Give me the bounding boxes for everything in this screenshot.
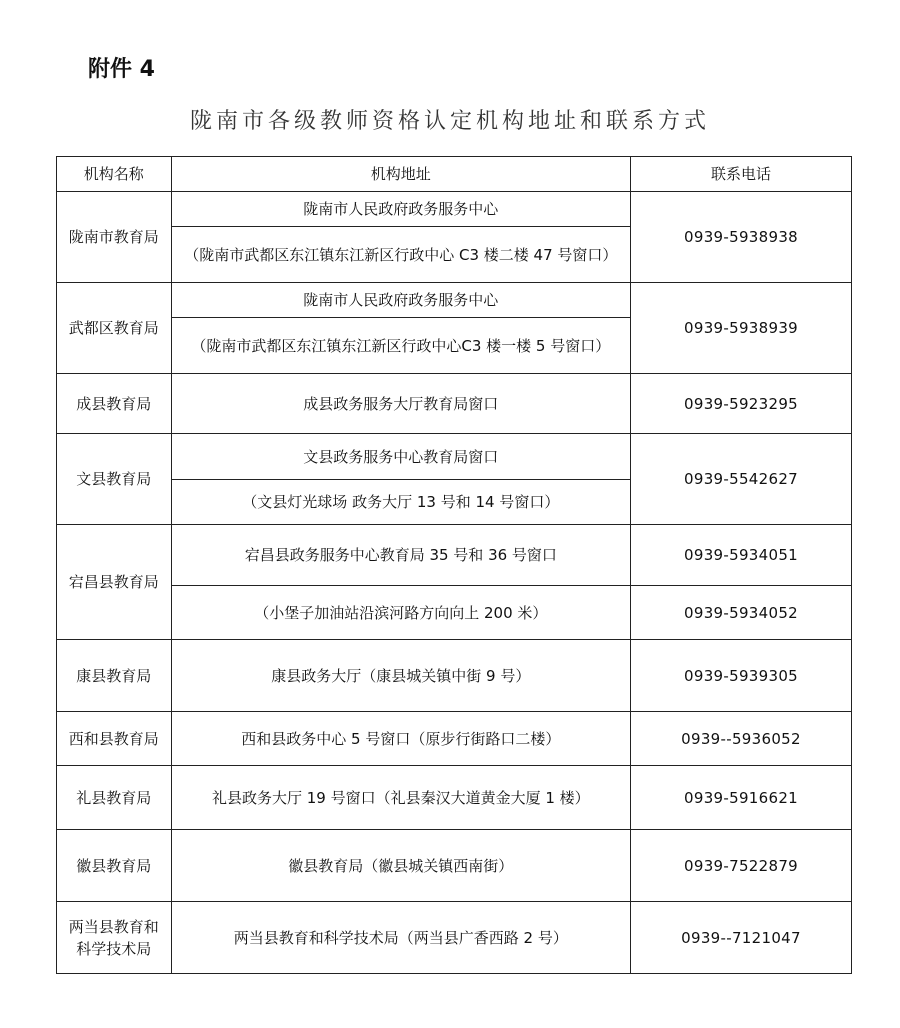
document-title: 陇南市各级教师资格认定机构地址和联系方式 [189, 109, 710, 134]
institution-phone: 0939-5938939 [631, 283, 852, 374]
table-row [57, 766, 852, 830]
institution-address: 徽县教育局（徽县城关镇西南街） [171, 830, 630, 902]
institution-phone: 0939--5936052 [631, 712, 852, 766]
institution-phone: 0939-5934052 [631, 586, 852, 640]
institution-name: 西和县教育局 [57, 712, 172, 766]
table-row [57, 640, 852, 712]
table-row [57, 374, 852, 434]
institution-name: 宕昌县教育局 [57, 525, 172, 640]
table-row [57, 712, 852, 766]
institution-address: 陇南市人民政府政务服务中心 [171, 283, 630, 318]
institution-phone: 0939-7522879 [631, 830, 852, 902]
table-row [57, 902, 852, 974]
institution-phone: 0939-5939305 [631, 640, 852, 712]
institution-address: 成县政务服务大厅教育局窗口 [171, 374, 630, 434]
institution-name: 武都区教育局 [57, 283, 172, 374]
institution-phone: 0939-5938938 [631, 192, 852, 283]
institution-name: 康县教育局 [57, 640, 172, 712]
institution-address: 两当县教育和科学技术局（两当县广香西路 2 号） [171, 902, 630, 974]
institution-address: 康县政务大厅（康县城关镇中街 9 号） [171, 640, 630, 712]
institution-phone: 0939-5542627 [631, 434, 852, 525]
institution-address: 西和县政务中心 5 号窗口（原步行街路口二楼） [171, 712, 630, 766]
header-address: 机构地址 [171, 157, 630, 192]
institution-address-detail: （陇南市武都区东江镇东江新区行政中心C3 楼一楼 5 号窗口） [171, 318, 630, 374]
header-phone: 联系电话 [631, 157, 852, 192]
attachment-label: 附件 4 [88, 57, 155, 82]
institution-address: 礼县政务大厅 19 号窗口（礼县秦汉大道黄金大厦 1 楼） [171, 766, 630, 830]
institution-phone: 0939--7121047 [631, 902, 852, 974]
table-row [57, 586, 852, 640]
institution-phone: 0939-5923295 [631, 374, 852, 434]
institution-table [56, 156, 852, 974]
institution-address: 宕昌县政务服务中心教育局 35 号和 36 号窗口 [171, 525, 630, 586]
table-row [57, 830, 852, 902]
table-row [57, 434, 852, 480]
header-name: 机构名称 [57, 157, 172, 192]
institution-name: 成县教育局 [57, 374, 172, 434]
institution-name: 两当县教育和科学技术局 [57, 902, 172, 974]
institution-phone: 0939-5934051 [631, 525, 852, 586]
institution-phone: 0939-5916621 [631, 766, 852, 830]
institution-address-detail: （陇南市武都区东江镇东江新区行政中心 C3 楼二楼 47 号窗口） [171, 227, 630, 283]
table-header-row [57, 157, 852, 192]
table-row [57, 192, 852, 227]
table-row [57, 525, 852, 586]
institution-address-detail: （小堡子加油站沿滨河路方向向上 200 米） [171, 586, 630, 640]
institution-address: 文县政务服务中心教育局窗口 [171, 434, 630, 480]
institution-name: 陇南市教育局 [57, 192, 172, 283]
institution-address-detail: （文县灯光球场 政务大厅 13 号和 14 号窗口） [171, 480, 630, 525]
institution-name: 文县教育局 [57, 434, 172, 525]
institution-name: 礼县教育局 [57, 766, 172, 830]
institution-address: 陇南市人民政府政务服务中心 [171, 192, 630, 227]
table-row [57, 283, 852, 318]
institution-name: 徽县教育局 [57, 830, 172, 902]
